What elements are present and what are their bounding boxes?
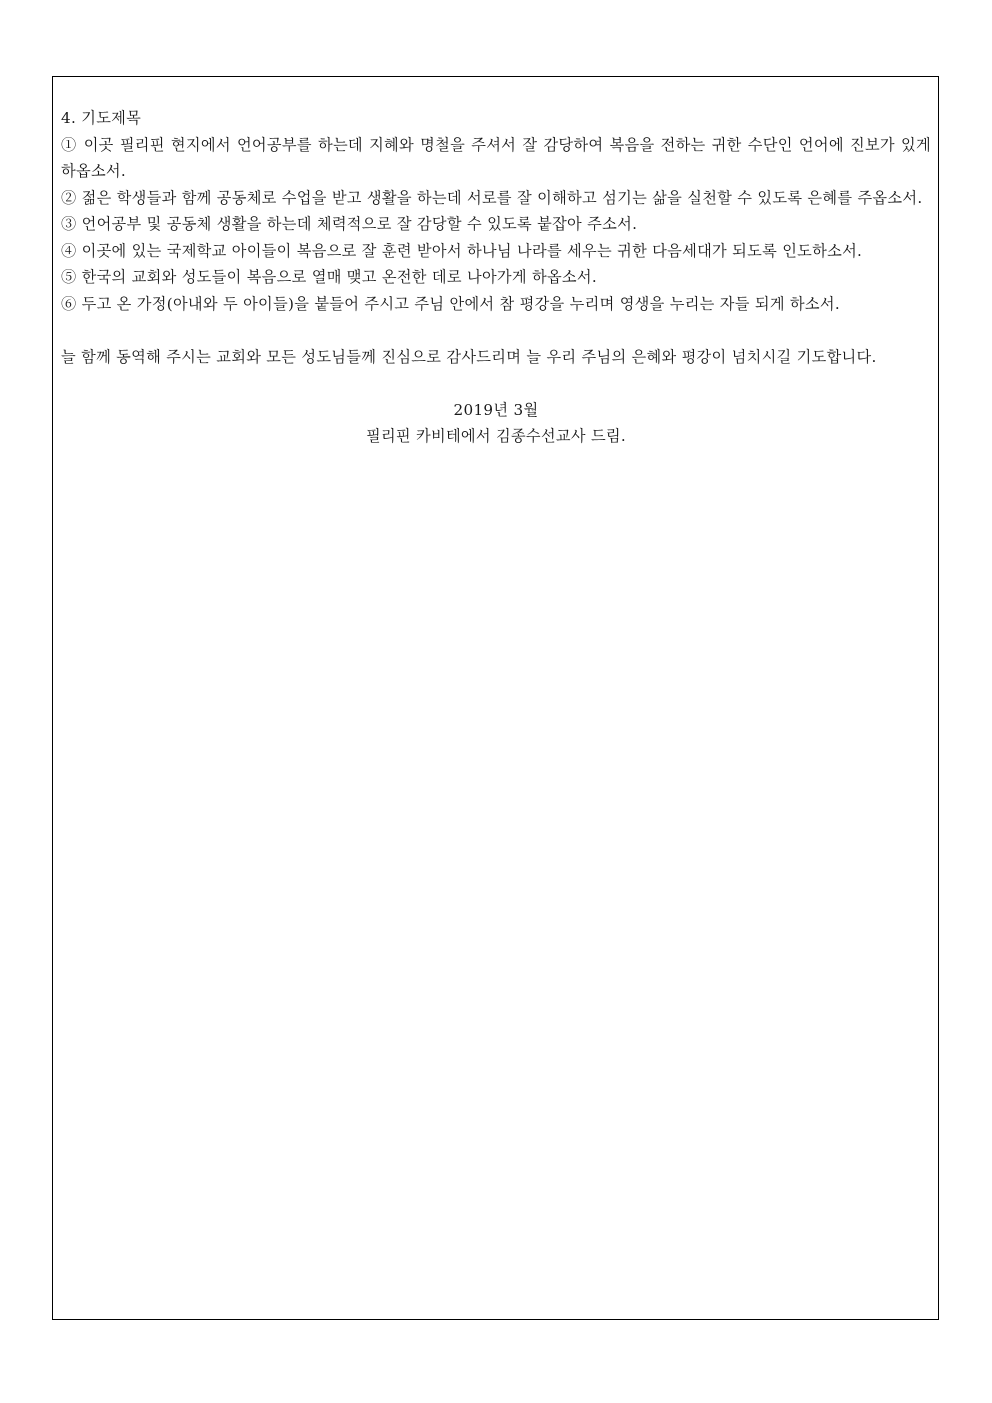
closing-paragraph: 늘 함께 동역해 주시는 교회와 모든 성도님들께 진심으로 감사드리며 늘 우리 주님의 은혜와 평강이 넘치시길 기도합니다. [61, 347, 877, 366]
prayer-item-1: ① 이곳 필리핀 현지에서 언어공부를 하는데 지혜와 명철을 주셔서 잘 감당하여 복음을 전하는 귀한 수단인 언어에 진보가 있게 하옵소서. [61, 135, 931, 180]
prayer-item-5: ⑤ 한국의 교회와 성도들이 복음으로 열매 맺고 온전한 데로 나아가게 하옵소서. [61, 268, 597, 286]
paragraph-spacer [61, 317, 931, 344]
signature-line: 필리핀 카비테에서 김종수선교사 드림. [365, 427, 627, 445]
prayer-item-4: ④ 이곳에 있는 국제학교 아이들이 복음으로 잘 훈련 받아서 하나님 나라를 세우는 귀한 다음세대가 되도록 인도하소서. [61, 241, 863, 260]
prayer-item-3: ③ 언어공부 및 공동체 생활을 하는데 체력적으로 잘 감당할 수 있도록 붙잡아 주소서. [61, 215, 638, 233]
page-border-frame [52, 76, 939, 1320]
letter-date: 2019년 3월 [453, 400, 539, 419]
prayer-item-6: ⑥ 두고 온 가정(아내와 두 아이들)을 붙들어 주시고 주님 안에서 참 평강을 누리며 영생을 누리는 자들 되게 하소서. [61, 294, 840, 313]
letter-content [61, 105, 931, 450]
section-title: 4. 기도제목 [61, 109, 142, 127]
prayer-item-2: ② 젊은 학생들과 함께 공동체로 수업을 받고 생활을 하는데 서로를 잘 이해하고 섬기는 삶을 실천할 수 있도록 은혜를 주옵소서. [61, 188, 923, 207]
